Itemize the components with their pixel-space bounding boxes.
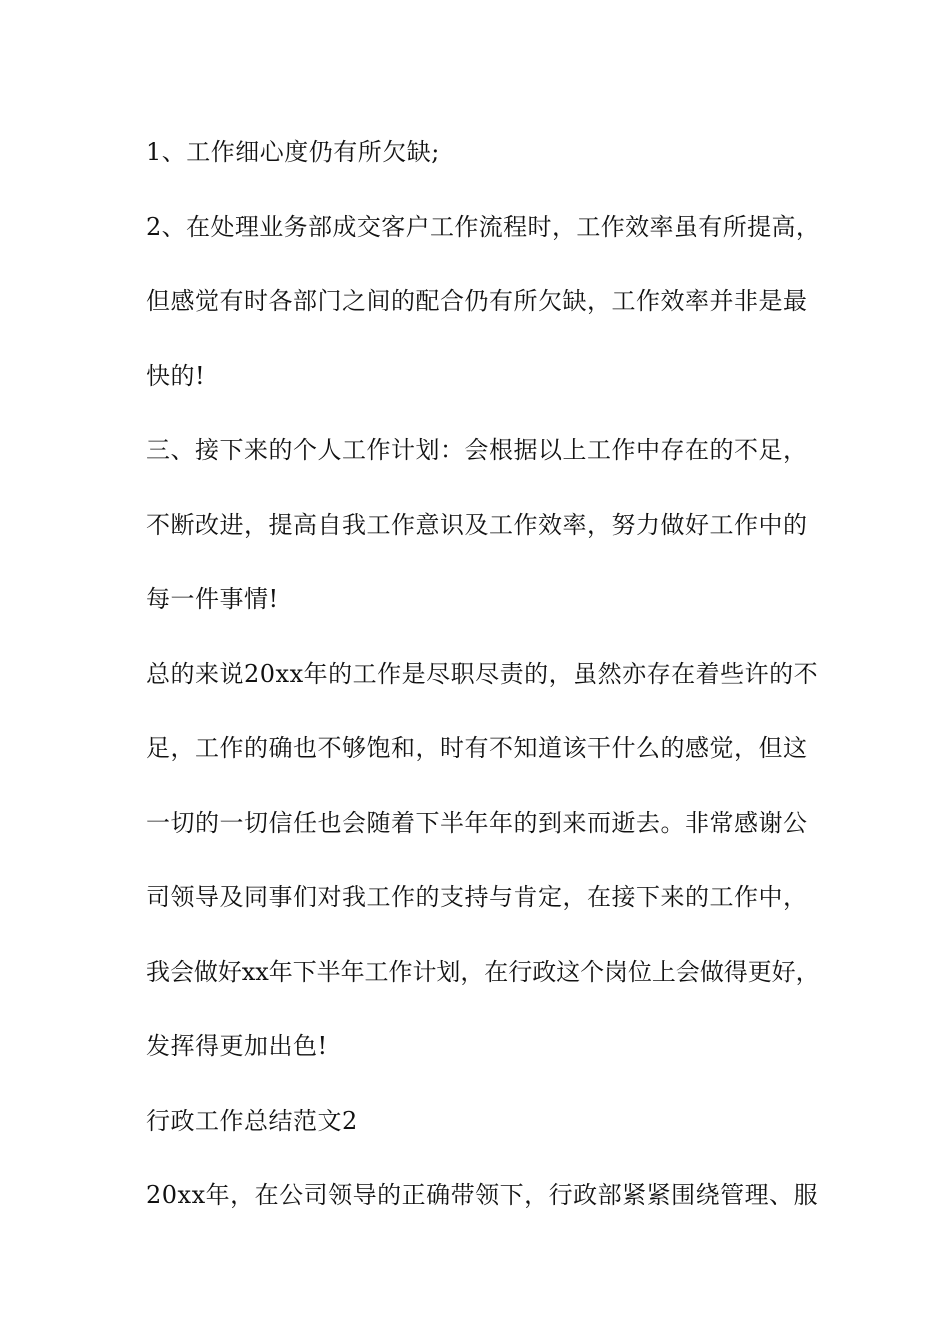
text-line: 司领导及同事们对我工作的支持与肯定，在接下来的工作中，	[146, 883, 808, 911]
text-line: 一切的一切信任也会随着下半年年的到来而逝去。非常感谢公	[146, 809, 808, 837]
text-line: 每一件事情!	[146, 585, 279, 613]
text-line: 快的!	[146, 362, 206, 390]
text-line: 足，工作的确也不够饱和，时有不知道该干什么的感觉，但这	[146, 734, 808, 762]
text-line: 20xx年，在公司领导的正确带领下，行政部紧紧围绕管理、服	[146, 1181, 819, 1209]
text-line: 1、工作细心度仍有所欠缺;	[146, 138, 440, 166]
text-line: 发挥得更加出色!	[146, 1032, 328, 1060]
text-line: 2、在处理业务部成交客户工作流程时，工作效率虽有所提高，	[146, 213, 821, 241]
section-heading: 行政工作总结范文2	[146, 1107, 358, 1135]
text-line: 总的来说20xx年的工作是尽职尽责的，虽然亦存在着些许的不	[146, 660, 819, 688]
text-line: 我会做好xx年下半年工作计划，在行政这个岗位上会做得更好，	[146, 958, 820, 986]
text-line: 不断改进，提高自我工作意识及工作效率，努力做好工作中的	[146, 511, 808, 539]
text-line: 但感觉有时各部门之间的配合仍有所欠缺，工作效率并非是最	[146, 287, 808, 315]
text-line: 三、接下来的个人工作计划：会根据以上工作中存在的不足，	[146, 436, 808, 464]
